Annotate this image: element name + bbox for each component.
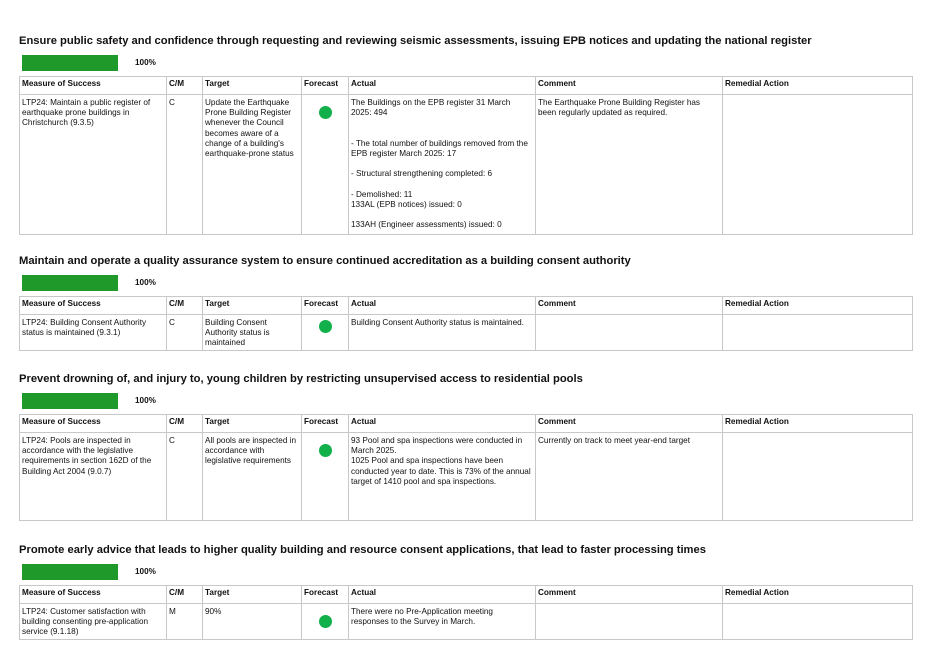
- section-heading: Maintain and operate a quality assurance system to ensure continued accreditation as a building consent authority: [19, 255, 631, 267]
- section-seismic: [19, 34, 912, 235]
- table-header-row: [20, 297, 913, 315]
- cell-forecast: [302, 95, 349, 235]
- progress-row: [19, 275, 912, 293]
- progress-bar: [22, 275, 118, 291]
- progress-bar-fill: [22, 393, 118, 409]
- cell-measure: LTP24: Pools are inspected in accordance with the legislative requirements in section 162D of the Building Act 2004 (9.0.7): [20, 433, 167, 521]
- cell-actual: Building Consent Authority status is maintained.: [349, 315, 536, 351]
- cell-comment: [536, 315, 723, 351]
- header-target: Target: [203, 586, 302, 604]
- header-measure: Measure of Success: [20, 297, 167, 315]
- header-cm: C/M: [167, 297, 203, 315]
- header-cm: C/M: [167, 586, 203, 604]
- cell-remedial: [723, 315, 913, 351]
- header-forecast: Forecast: [302, 415, 349, 433]
- table-header-row: [20, 77, 913, 95]
- header-comment: Comment: [536, 77, 723, 95]
- cell-forecast: [302, 433, 349, 521]
- cell-actual: There were no Pre-Application meeting responses to the Survey in March.: [349, 604, 536, 640]
- section-heading: Prevent drowning of, and injury to, young children by restricting unsupervised access to residential pools: [19, 373, 583, 385]
- progress-label: 100%: [135, 58, 156, 67]
- forecast-status-icon: [319, 615, 332, 628]
- header-target: Target: [203, 77, 302, 95]
- header-cm: C/M: [167, 415, 203, 433]
- header-forecast: Forecast: [302, 586, 349, 604]
- cell-cm: C: [167, 433, 203, 521]
- table-header-row: [20, 586, 913, 604]
- progress-bar-fill: [22, 55, 118, 71]
- header-forecast: Forecast: [302, 77, 349, 95]
- cell-target: Update the Earthquake Prone Building Register whenever the Council becomes aware of a change of a building's earthquake-prone status: [203, 95, 302, 235]
- section-heading: Promote early advice that leads to higher quality building and resource consent applications, that lead to faster processing times: [19, 544, 706, 556]
- cell-cm: C: [167, 95, 203, 235]
- cell-cm: M: [167, 604, 203, 640]
- header-remedial: Remedial Action: [723, 297, 913, 315]
- cell-measure: LTP24: Maintain a public register of earthquake prone buildings in Christchurch (9.3.5): [20, 95, 167, 235]
- kpi-table: [19, 585, 913, 640]
- progress-label: 100%: [135, 396, 156, 405]
- cell-comment: The Earthquake Prone Building Register has been regularly updated as required.: [536, 95, 723, 235]
- section-pools: [19, 372, 912, 521]
- cell-cm: C: [167, 315, 203, 351]
- header-actual: Actual: [349, 415, 536, 433]
- table-row: [20, 315, 913, 351]
- header-measure: Measure of Success: [20, 415, 167, 433]
- header-comment: Comment: [536, 415, 723, 433]
- table-header-row: [20, 415, 913, 433]
- kpi-table: [19, 296, 913, 351]
- kpi-table: [19, 76, 913, 235]
- progress-row: [19, 564, 912, 582]
- header-remedial: Remedial Action: [723, 586, 913, 604]
- header-comment: Comment: [536, 297, 723, 315]
- section-accreditation: [19, 254, 912, 351]
- cell-remedial: [723, 433, 913, 521]
- cell-target: All pools are inspected in accordance with legislative requirements: [203, 433, 302, 521]
- header-forecast: Forecast: [302, 297, 349, 315]
- header-actual: Actual: [349, 586, 536, 604]
- section-heading: Ensure public safety and confidence through requesting and reviewing seismic assessments, issuing EPB notices and updating the national register: [19, 35, 812, 47]
- header-cm: C/M: [167, 77, 203, 95]
- header-measure: Measure of Success: [20, 77, 167, 95]
- header-remedial: Remedial Action: [723, 415, 913, 433]
- header-measure: Measure of Success: [20, 586, 167, 604]
- progress-bar-fill: [22, 564, 118, 580]
- progress-bar: [22, 393, 118, 409]
- kpi-table: [19, 414, 913, 521]
- forecast-status-icon: [319, 320, 332, 333]
- forecast-status-icon: [319, 106, 332, 119]
- table-row: [20, 95, 913, 235]
- cell-target: 90%: [203, 604, 302, 640]
- header-target: Target: [203, 415, 302, 433]
- cell-comment: Currently on track to meet year-end target: [536, 433, 723, 521]
- progress-bar-fill: [22, 275, 118, 291]
- cell-comment: [536, 604, 723, 640]
- header-comment: Comment: [536, 586, 723, 604]
- header-remedial: Remedial Action: [723, 77, 913, 95]
- cell-measure: LTP24: Customer satisfaction with building consenting pre-application service (9.1.18): [20, 604, 167, 640]
- progress-row: [19, 393, 912, 411]
- cell-remedial: [723, 604, 913, 640]
- progress-row: [19, 55, 912, 73]
- cell-remedial: [723, 95, 913, 235]
- section-early-advice: [19, 543, 912, 640]
- progress-bar: [22, 55, 118, 71]
- cell-actual: 93 Pool and spa inspections were conducted in March 2025. 1025 Pool and spa inspections have been conducted year to date. This is 73% of the annual target of 1410 pool and spa inspections.: [349, 433, 536, 521]
- cell-forecast: [302, 315, 349, 351]
- cell-actual: The Buildings on the EPB register 31 March 2025: 494 - The total number of buildings removed from the EPB register March 2025: 17 - Structural strengthening completed: 6 - Demolished: 11 133AL (EPB notices) issued: 0 133AH (Engineer assessments) issued: 0: [349, 95, 536, 235]
- progress-bar: [22, 564, 118, 580]
- progress-label: 100%: [135, 278, 156, 287]
- cell-measure: LTP24: Building Consent Authority status is maintained (9.3.1): [20, 315, 167, 351]
- progress-label: 100%: [135, 567, 156, 576]
- table-row: [20, 433, 913, 521]
- cell-target: Building Consent Authority status is maintained: [203, 315, 302, 351]
- header-actual: Actual: [349, 77, 536, 95]
- header-actual: Actual: [349, 297, 536, 315]
- header-target: Target: [203, 297, 302, 315]
- table-row: [20, 604, 913, 640]
- cell-forecast: [302, 604, 349, 640]
- forecast-status-icon: [319, 444, 332, 457]
